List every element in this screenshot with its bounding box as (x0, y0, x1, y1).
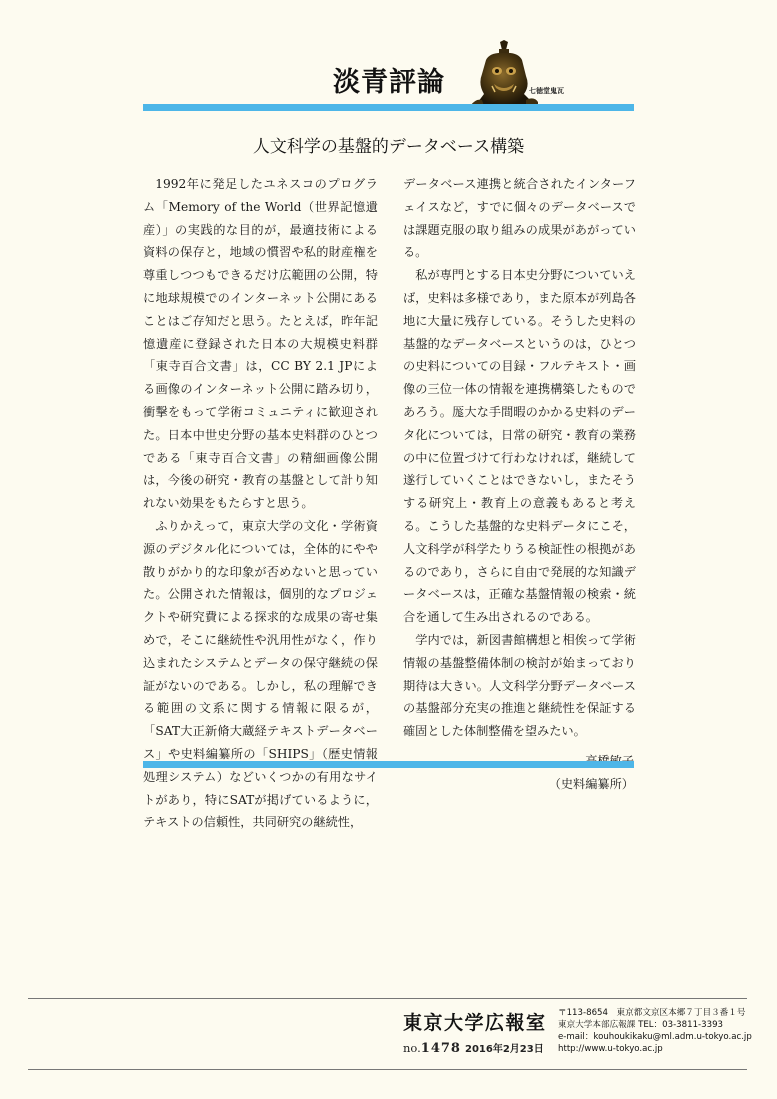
article-title: 人文科学の基盤的データベース構築 (252, 137, 525, 157)
right-column (403, 173, 636, 796)
website-link[interactable]: http://www.u-tokyo.ac.jp (558, 1044, 663, 1054)
email-address[interactable]: e-mail：kouhoukikaku@ml.adm.u-tokyo.ac.jp (558, 1032, 752, 1042)
paragraph: データベース連携と統合されたインターフェイスなど，すでに個々のデータベースでは課題克服の取り組みの成果があがっている。 (403, 177, 636, 260)
footer-divider-bottom (28, 1069, 747, 1070)
left-column (143, 173, 378, 834)
author-affiliation: （史料編纂所） (548, 776, 634, 791)
paragraph: 学内では，新図書館構想と相俟って学術情報の基盤整備体制の検討が始まっており期待は大きい。人文科学分野データベースの基盤部分充実の推進と継続性を保証する確固とした体制整備を望みたい。 (403, 632, 636, 739)
statue-caption: 七徳堂鬼瓦 (529, 87, 564, 95)
contact-block (558, 1007, 752, 1055)
issue-prefix: no. (403, 1041, 421, 1055)
header-accent-bar (143, 104, 634, 111)
issue-date: 2016年2月23日 (464, 1044, 544, 1055)
issue-info (403, 1040, 544, 1056)
office-name: 東京大学広報室 (403, 1012, 547, 1034)
paragraph: 1992年に発足したユネスコのプログラム「Memory of the World（世界記憶遺産）」の実践的な目的が，最適技術による資料の保存と，地域の慣習や私的財産権を尊重しつつもできるだけ広範囲の公開，特に地球規模でのインターネット公開にあることはご存知だと思う。たとえば，昨年記憶遺産に登録された日本の大規模史料群「東寺百合文書」は，CC BY 2.1 JPによる画像のインターネット公開に踏み切り，衝撃をもって学術コミュニティに歓迎された。日本中世史分野の基本史料群のひとつである「東寺百合文書」の精細画像公開は，今後の研究・教育の基盤として計り知れない効果をもたらすと思う。 (143, 177, 378, 511)
onigawara-statue-image (470, 40, 538, 106)
footer-accent-bar (143, 761, 634, 768)
paragraph: 私が専門とする日本史分野についていえば，史料は多様であり，また原本が列島各地に大量に残存している。そうした史料の基盤的なデータベースというのは，ひとつの史料についての目録・フルテキスト・画像の三位一体の情報を連携構築したものであろう。厖大な手間暇のかかる史料のデータ化については，日常の研究・教育の業務の中に位置づけて行わなければ，継続して遂行していくことはできないし，またそうする研究上・教育上の意義もあると考える。こうした基盤的な史料データにこそ，人文科学が科学たりうる検証性の根拠があるのであり，さらに自由で発展的な知識データベースは，正確な基盤情報の検索・統合を通して生み出されるのである。 (403, 268, 636, 625)
footer-divider-top (28, 998, 747, 999)
paragraph: ふりかえって，東京大学の文化・学術資源のデジタル化については，全体的にやや散りがかり的な印象が否めないと思っていた。公開された情報は，個別的なプロジェクトや研究費による探求的な成果の寄せ集めで，そこに継続性や汎用性がなく，作り込まれたシステムとデータの保守継続の保証がないのである。しかし，私の理解できる範囲の文系に関する情報に限るが，「SAT大正新脩大蔵経テキストデータベース」や史料編纂所の「SHIPS」（歴史情報処理システム）などいくつかの有用なサイトがあり，特にSATが掲げているように，テキストの信頼性，共同研究の継続性， (143, 518, 378, 830)
postal-address: 〒113-8654 東京都文京区本郷７丁目３番１号 (558, 1008, 746, 1018)
issue-number: 1478 (420, 1041, 461, 1056)
column-title: 淡青評論 (333, 67, 445, 98)
signature-block (403, 750, 636, 796)
department-phone: 東京大学本部広報課 TEL：03-3811-3393 (558, 1020, 724, 1030)
